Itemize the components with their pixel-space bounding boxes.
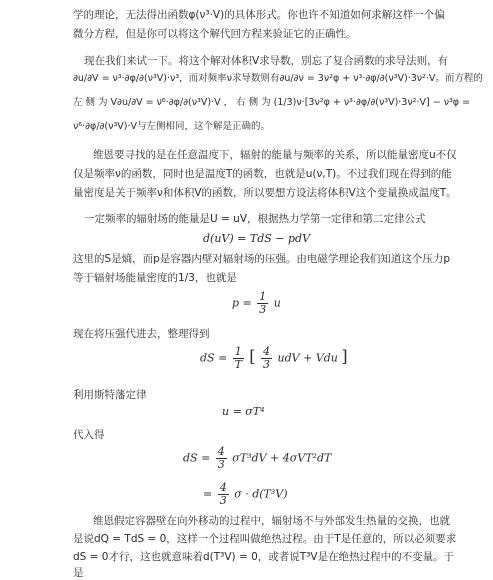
eq-rhs: σ · d(T³V) [234,487,288,501]
equation-pressure [232,291,281,316]
text-line: 维恩要寻找的是在任意温度下，辐射的能量与频率的关系，所以能量密度u不仅 [93,149,457,161]
equation-result [203,482,288,507]
eq-rhs: u [273,296,281,310]
eq-lhs: = [203,487,213,501]
fraction-numerator: 4 [219,481,227,494]
equation-entropy [200,346,348,371]
fraction-denominator: 3 [259,303,267,316]
math-text-line: ν⁶·∂φ/∂(ν³V)·V与左侧相同，这个解是正确的。 [73,121,270,132]
text-line: 代入得 [73,429,105,441]
fraction-numerator: 1 [259,290,267,303]
text-line: 是说dQ = TdS = 0，这样一个过程叫做绝热过程。由于T是任意的，所以必须要求 [73,533,457,545]
text-line: 量密度是关于频率ν和体积V的函数，所以要想方设法将体积V这个变量换成温度T。 [73,187,457,199]
eq-lhs: dS = [183,451,211,465]
fraction-denominator: T [234,358,242,371]
fraction-numerator: 1 [234,345,242,358]
text-line: 微分方程，但是你可以将这个解代回方程来验证它的正确性。 [73,28,357,40]
fraction-denominator: 3 [217,458,225,471]
equation-first-law: d(uV) = TdS − pdV [203,232,311,245]
eq-lhs: p = [232,296,252,310]
text-line: 一定频率的辐射场的能量是U = uV，根据热力学第一定律和第二定律公式 [84,213,426,225]
eq-lhs: dS = [200,351,228,365]
fraction [257,291,268,316]
fraction-denominator: 3 [263,358,271,371]
bracket-close: ] [341,346,348,366]
text-line: 这里的S是熵，而p是容器内壁对辐射场的压强。由电磁学理论我们知道这个压力p [73,253,450,265]
fraction-numerator: 4 [263,345,271,358]
fraction [233,346,244,371]
fraction [216,446,227,471]
bracket-open: [ [249,346,256,366]
equation-stefan-law: u = σT⁴ [222,405,265,418]
fraction-numerator: 4 [217,445,225,458]
equation-substitution [183,446,331,471]
text-line: 利用斯特藩定律 [73,389,147,401]
eq-rhs: σT³dV + 4σVT²dT [232,451,332,465]
text-line: 现在我们来试一下。将这个解对体积V求导数，别忘了复合函数的求导法则，有 [84,55,449,67]
fraction-denominator: 3 [219,494,227,507]
text-line: 现在将压强代进去，整理得到 [73,328,210,340]
text-line: 是 [73,567,84,579]
text-line: dS = 0才行，这也就意味着d(T³V) = 0，或者说T³V是在绝热过程中的不变量。于 [73,551,455,563]
text-line: 维恩假定容器壁在向外移动的过程中，辐射场不与外部发生热量的交换，也就 [93,515,450,527]
text-line: 学的理论，无法得出函数φ(ν³·V)的具体形式。你也许不知道如何求解这样一个偏 [73,9,445,21]
fraction [218,482,229,507]
math-text-line: ∂u/∂V = ν³·∂φ/∂(ν³V)·ν³，而对频率ν求导数则有∂u/∂ν = 3ν²φ + ν³·∂φ/∂(ν³V)·3ν²·V。而方程的 [73,73,483,84]
text-line: 等于辐射场能量密度的1/3，也就是 [73,272,237,284]
text-line: 仅是频率ν的函数，同时也是温度T的函数，也就是u(ν,T)。不过我们现在得到的能 [73,168,452,180]
fraction [261,346,272,371]
math-text-line: 左 侧 为 V∂u/∂V = ν⁶·∂φ/∂(ν³V)·V ， 右 侧 为 (1/3)ν·[3ν²φ + ν³·∂φ/∂(ν³V)·3ν²·V] − ν³φ = [73,97,471,108]
eq-rhs: udV + Vdu [277,351,338,365]
